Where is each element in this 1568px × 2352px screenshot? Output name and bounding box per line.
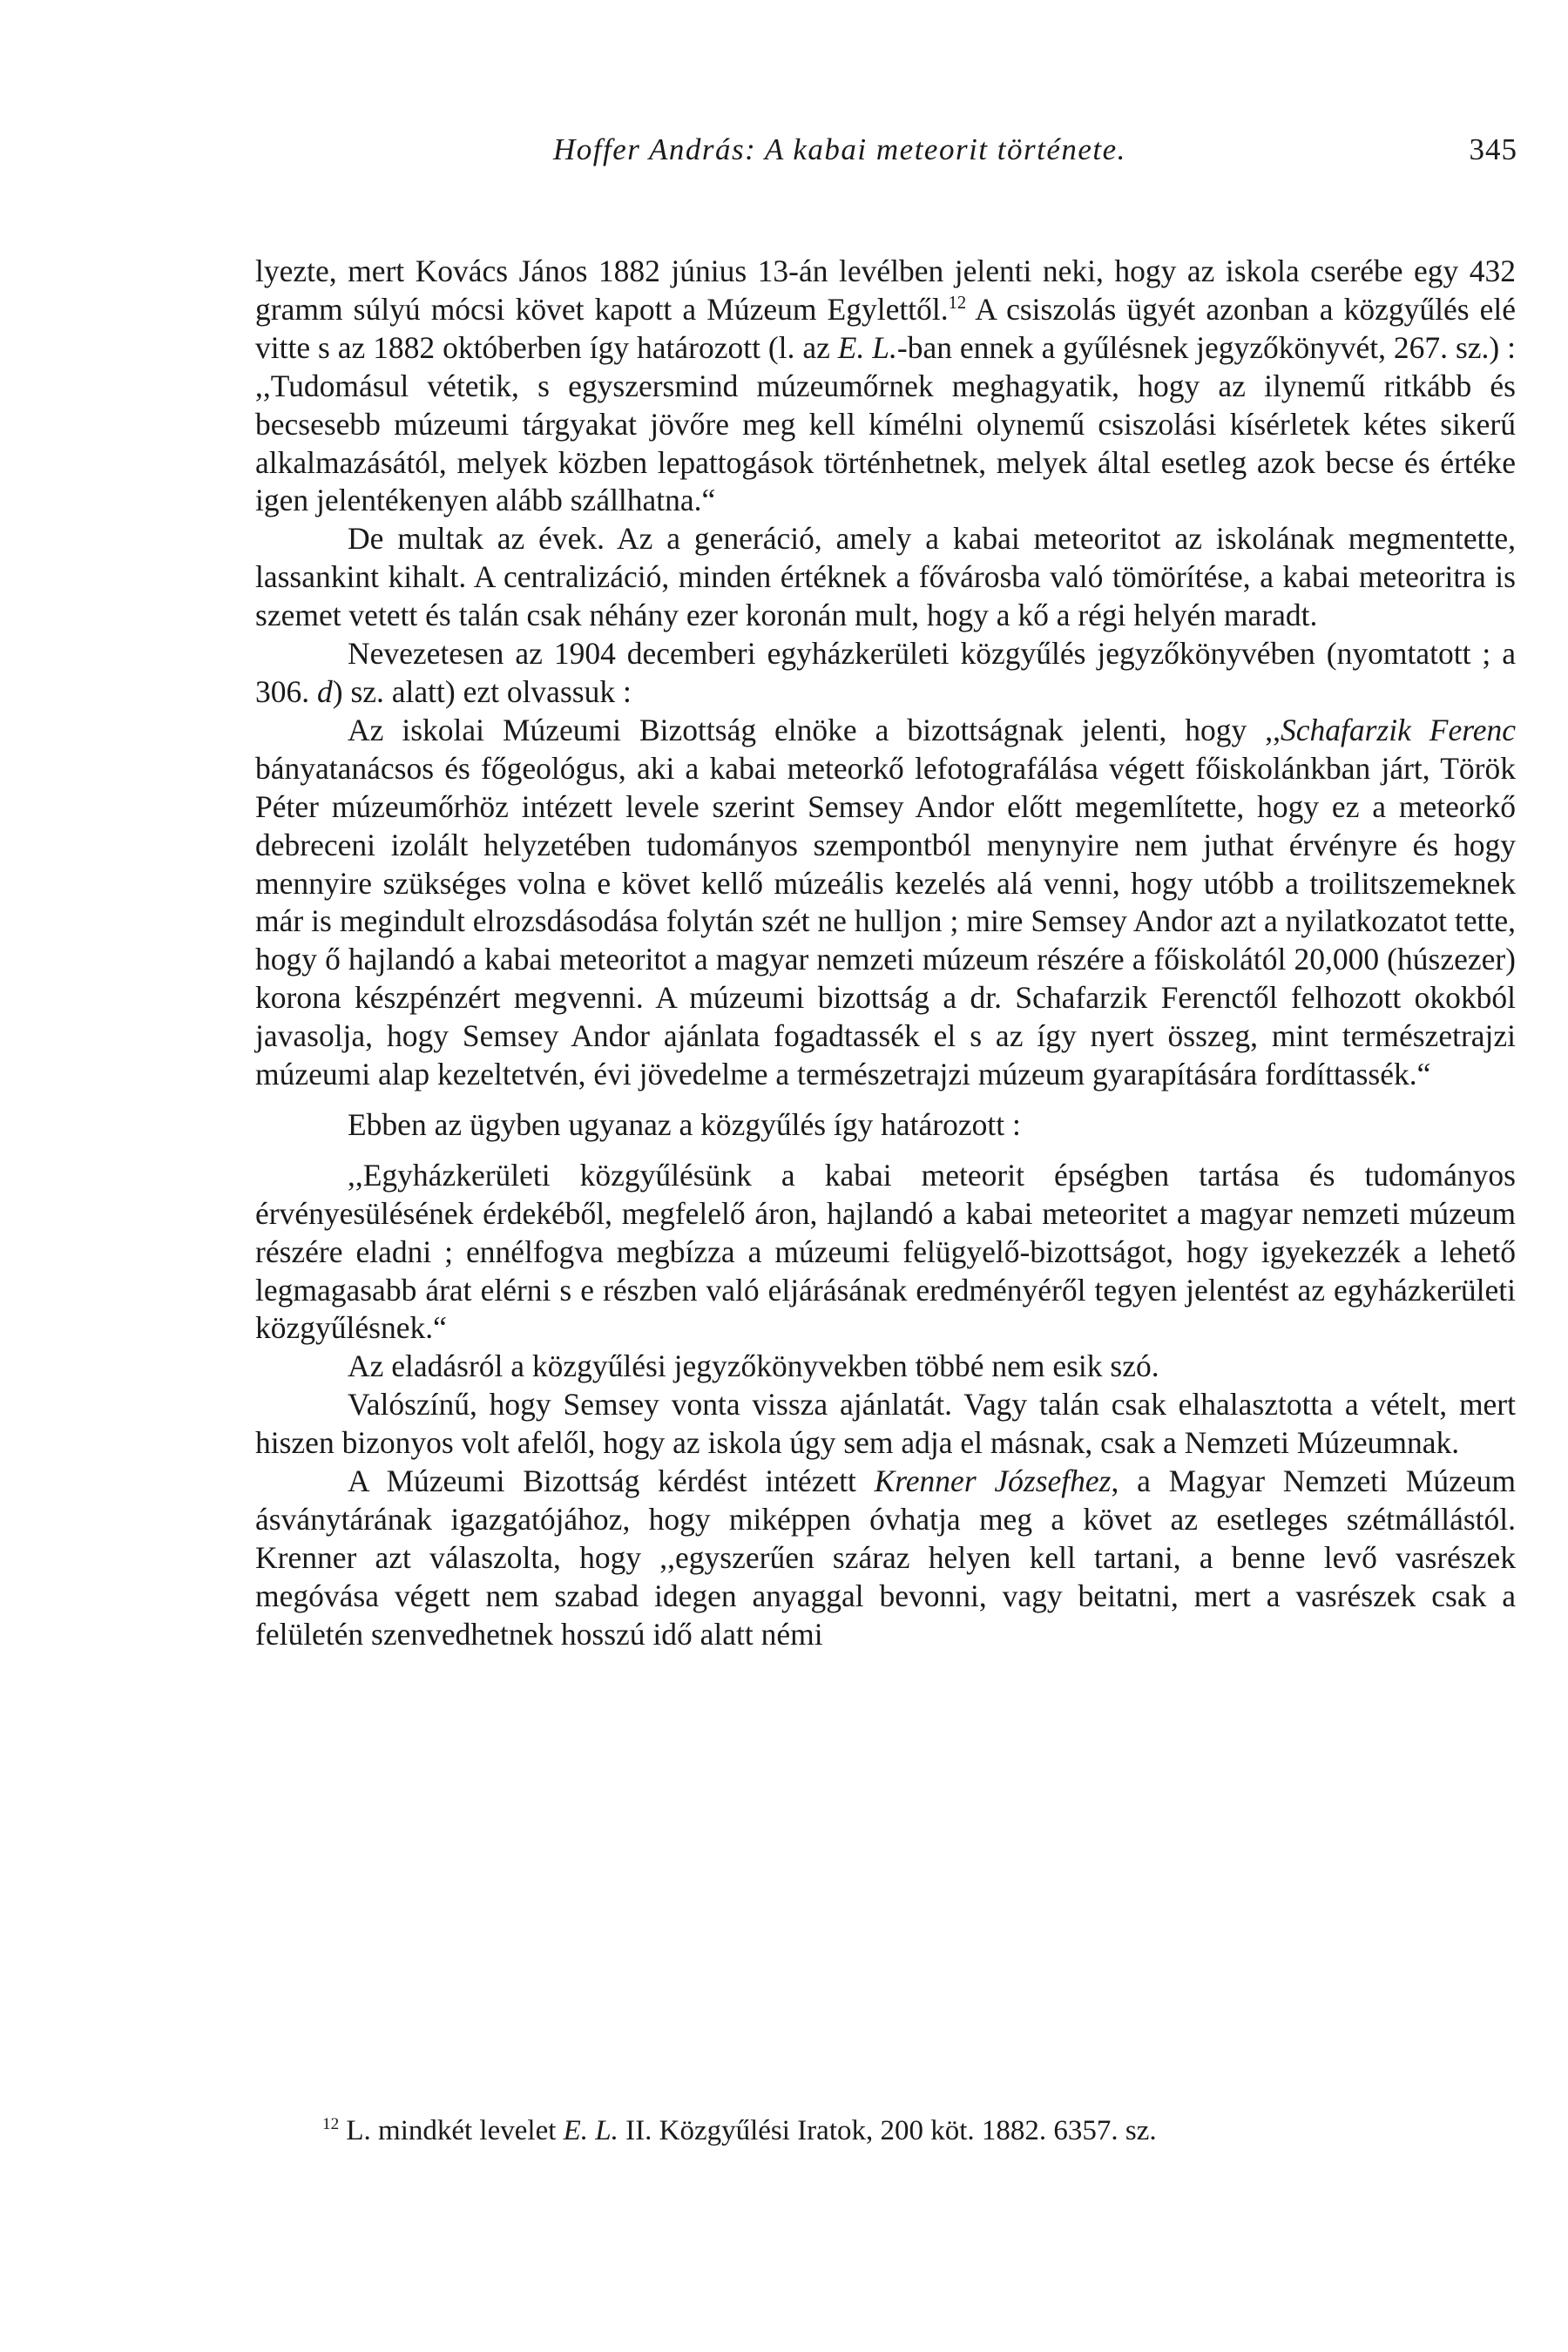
paragraph-text: -ban ennek a gyűlésnek jegyzőkönyvét, 267. sz.) : ,,Tudomásul vétetik, s egyszersmind múzeumőrnek meghagyatik, hogy az ilynemű ritkább és becsesebb múzeumi tárgyakat jövőre meg kell kímélni olynemű csiszolási kísérletek kétes sikerű alkalmazásától, melyek közben lepattogások történhetnek, melyek által esetleg azok becse és értéke igen jelentékenyen alább szállhatna.“	[255, 329, 1516, 518]
paragraph-text: A csiszolás ügyét azonban a közgyűlés elé vitte s az 1882 októberben így határozott (l. az	[255, 291, 1516, 365]
paragraph-multak: De multak az évek. Az a generáció, amely a kabai meteoritot az iskolának megmentette, lassankint kihalt. A centralizáció, minden értéknek a fővárosba való tömörítése, a kabai meteoritra is szemet vetett és talán csak néhány ezer koronán mult, hogy a kő a régi helyén maradt.	[255, 521, 1516, 633]
paragraph-text: bányatanácsos és főgeológus, aki a kabai meteorkő lefotografálása végett főiskolánkban járt, Török Péter múzeumőrhöz intézett levele szerint Semsey Andor előtt megemlítette, hogy ez a meteorkő debreceni izolált helyzetében tudományos szempontból menynyire nem juthat érvényre és hogy mennyire szükséges volna e követ kellő múzeális kezelés alá venni, hogy utóbb a troilitszemeknek már is megindult elrozsdásodása folytán szét ne hulljon ; mire Semsey Andor azt a nyilatkozatot tette, hogy ő hajlandó a kabai meteoritot a magyar nemzeti múzeum részére a főiskolától 20,000 (húszezer) korona készpénzért megvenni. A múzeumi bizottság a dr. Schafarzik Ferenctől felhozott okokból javasolja, hogy Semsey Andor ajánlata fogadtassék el s az így nyert összeg, mint természetrajzi múzeumi alap kezeltetvén, évi jövedelme a természetrajzi múzeum gyarapítására fordíttassék.“	[255, 750, 1516, 1092]
paragraph-eladasrol: Az eladásról a közgyűlési jegyzőkönyvekben többé nem esik szó.	[348, 1348, 1159, 1384]
paragraph-quote-kozgyules: ,,Egyházkerületi közgyűlésünk a kabai meteorit épségben tartása és tudományos érvényesülésének érdekéből, megfelelő áron, hajlandó a kabai meteoritet a magyar nemzeti múzeum részére eladni ; ennélfogva megbízza a múzeumi felügyelő-bizottságot, hogy igyekezzék a lehető legmagasabb árat elérni s e részben való eljárásának eredményéről tegyen jelentést az egyházkerületi közgyűlésnek.“	[255, 1157, 1516, 1346]
paragraph-krenner	[255, 1463, 1516, 1654]
italic-reference: d	[317, 673, 333, 709]
italic-name: Schafarzik Ferenc	[1280, 712, 1516, 747]
paragraph-text: lyezte, mert Kovács János 1882 június 13-án levélben jelenti neki, hogy az iskola cserébe egy 432 gramm súlyú mócsi követ kapott a Múzeum Egylettől.	[255, 253, 1516, 327]
paragraph-hatarozott: Ebben az ügyben ugyanaz a közgyűlés így határozott :	[348, 1106, 1021, 1142]
paragraph-csiszolas	[255, 253, 1516, 520]
paragraph-text: A Múzeumi Bizottság kérdést intézett	[348, 1463, 875, 1499]
paragraph-text: Az iskolai Múzeumi Bizottság elnöke a bizottságnak jelenti, hogy ,,	[348, 712, 1281, 747]
footnote-reference: 12	[948, 294, 967, 314]
italic-reference: E. L.	[563, 2115, 618, 2146]
paragraph-nevezetesen	[255, 635, 1516, 712]
page-header	[253, 132, 1517, 176]
paragraph-text: , a Magyar Nemzeti Múzeum ásványtárának igazgatójához, hogy miképpen óvhatja meg a követ az esetleges szétmállástól. Krenner azt válaszolta, hogy ,,egyszerűen száraz helyen kell tartani, a benne levő vasrészek megóvása végett nem szabad idegen anyaggal bevonni, vagy beitatni, mert a vasrészek csak a felületén szenvedhetnek hosszú idő alatt némi	[255, 1463, 1516, 1652]
footnote-number: 12	[322, 2115, 340, 2134]
page-number: 345	[1469, 132, 1517, 166]
italic-name: Krenner Józsefhez	[874, 1463, 1112, 1499]
footnote	[322, 2113, 1516, 2148]
body-text	[255, 253, 1516, 1654]
running-title: Hoffer András: A kabai meteorit története.	[553, 132, 1126, 166]
italic-reference: E. L.	[837, 329, 897, 365]
paragraph-text: ) sz. alatt) ezt olvassuk :	[332, 673, 632, 709]
paragraph-quote-bizottsag	[255, 712, 1516, 1094]
paragraph-text: Nevezetesen az 1904 decemberi egyházkerületi közgyűlés jegyzőkönyvében (nyomtatott ; a 306.	[255, 636, 1516, 709]
paragraph-valoszinu: Valószínű, hogy Semsey vonta vissza ajánlatát. Vagy talán csak elhalasztotta a vételt, mert hiszen bizonyos volt afelől, hogy az iskola úgy sem adja el másnak, csak a Nemzeti Múzeumnak.	[255, 1387, 1516, 1461]
footnote-text: L. mindkét levelet	[339, 2115, 564, 2146]
footnote-text: II. Közgyűlési Iratok, 200 köt. 1882. 6357. sz.	[618, 2115, 1157, 2146]
